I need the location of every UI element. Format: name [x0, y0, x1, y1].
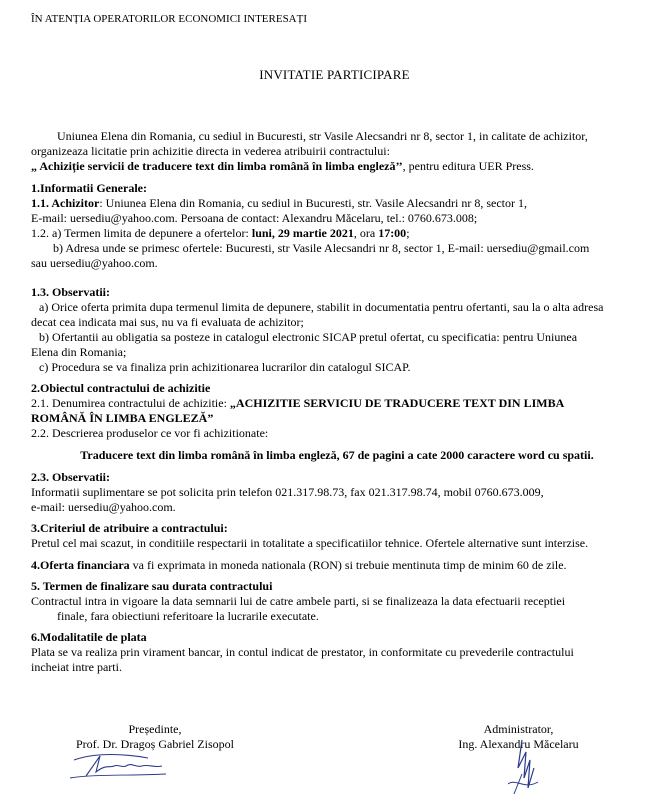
contract-name: „ Achiziție servicii de traducere text din limba română în limba engleză’’: [31, 159, 403, 173]
president-role: Președinte,: [128, 722, 182, 736]
administrator-role: Administrator,: [483, 722, 554, 736]
section-1-2a: 1.2. a) Termen limita de depunere a ofertelor: luni, 29 martie 2021, ora 17:00;: [31, 226, 410, 240]
administrator-name: Ing. Alexandru Măcelaru: [458, 737, 579, 751]
intro-line-3-rest: , pentru editura UER Press.: [402, 159, 534, 173]
page-title: INVITATIE PARTICIPARE: [259, 67, 410, 82]
header-notice: ÎN ATENȚIA OPERATORILOR ECONOMICI INTERESAȚI: [31, 13, 308, 25]
section-2-1: 2.1. Denumirea contractului de achizitie: „ACHIZITIE SERVICIU DE TRADUCERE TEXT DIN LIMBA: [31, 396, 565, 410]
section-6-line-2: incheiat intre parti.: [31, 660, 122, 674]
intro-line-2: organizeaza licitatie prin achizitie directa in vederea atribuirii contractului:: [31, 144, 390, 158]
section-1-heading: 1.Informatii Generale:: [31, 181, 147, 195]
observation-b: b) Ofertantii au obligatia sa posteze in catalogul electronic SICAP pretul ofertat, cu specificatia: pentru Uniunea: [39, 330, 578, 344]
section-2-2: 2.2. Descrierea produselor ce vor fi achizitionate:: [31, 426, 269, 440]
section-1-3-heading: 1.3. Observatii:: [31, 285, 110, 299]
section-5-heading: 5. Termen de finalizare sau durata contractului: [31, 579, 273, 593]
section-6-heading: 6.Modalitatile de plata: [31, 630, 147, 644]
section-6-line-1: Plata se va realiza prin virament bancar, in contul indicat de prestator, in conformitate cu prevederile contractului: [31, 645, 574, 659]
intro-line-3: [31, 159, 643, 174]
section-3-heading: 3.Criteriul de atribuire a contractului:: [31, 521, 228, 535]
observation-a: a) Orice oferta primita dupa termenul limita de depunere, stabilit in documentatia pentru ofertanti, sau la o alta adresa: [39, 300, 604, 314]
product-description: Traducere text din limba română în limba engleză, 67 de pagini a cate 2000 caractere word cu spatii.: [80, 448, 594, 462]
section-4: 4.Oferta financiara va fi exprimata in moneda nationala (RON) si trebuie mentinuta timp de minim 60 de zile.: [31, 558, 567, 572]
section-2-heading: 2.Obiectul contractului de achizitie: [31, 381, 211, 395]
section-3-line-1: Pretul cel mai scazut, in conditiile respectarii in totalitate a specificatiilor tehnice. Ofertele alternative sunt interzise.: [31, 536, 589, 550]
section-2-3-heading: 2.3. Observatii:: [31, 470, 110, 484]
observation-b-cont: Elena din Romania;: [31, 345, 127, 359]
section-1-2b: b) Adresa unde se primesc ofertele: Bucuresti, str Vasile Alecsandri nr 8, sector 1, E-mail: uersediu@gmail.com: [53, 241, 590, 255]
section-1-1-contact: E-mail: uersediu@yahoo.com. Persoana de contact: Alexandru Măcelaru, tel.: 0760.673.008;: [31, 211, 478, 225]
president-name: Prof. Dr. Dragoș Gabriel Zisopol: [76, 737, 234, 751]
section-5-line-1: Contractul intra in vigoare la data semnarii lui de catre ambele parti, si se finalizeaza la data efectuarii receptiei: [31, 594, 566, 608]
observation-a-cont: decat cea indicata mai sus, nu va fi evaluata de achizitor;: [31, 315, 304, 329]
president-signature: [66, 746, 186, 782]
section-5-line-2: finale, fara obiectiuni referitoare la lucrarile executate.: [57, 609, 319, 623]
deadline-date: luni, 29 martie 2021: [251, 226, 354, 240]
section-2-3-line-1: Informatii suplimentare se pot solicita prin telefon 021.317.98.73, fax 021.317.98.74, mobil 0760.673.009,: [31, 485, 544, 499]
deadline-time: 17:00: [378, 226, 407, 240]
section-2-3-line-2: e-mail: uersediu@yahoo.com.: [31, 500, 176, 514]
administrator-signature: [500, 738, 546, 796]
observation-c: c) Procedura se va finaliza prin achizitionarea lucrarilor din catalogul SICAP.: [39, 360, 411, 374]
section-1-2b-cont: sau uersediu@yahoo.com.: [31, 256, 158, 270]
intro-line-1: Uniunea Elena din Romania, cu sediul in Bucuresti, str Vasile Alecsandri nr 8, sector 1, in calitate de achizitor,: [57, 129, 588, 143]
section-2-1-cont: ROMÂNĂ ÎN LIMBA ENGLEZĂ”: [31, 411, 214, 425]
section-1-1: 1.1. Achizitor: Uniunea Elena din Romania, cu sediul in Bucuresti, str. Vasile Alecsandri nr 8, sector 1,: [31, 196, 528, 210]
